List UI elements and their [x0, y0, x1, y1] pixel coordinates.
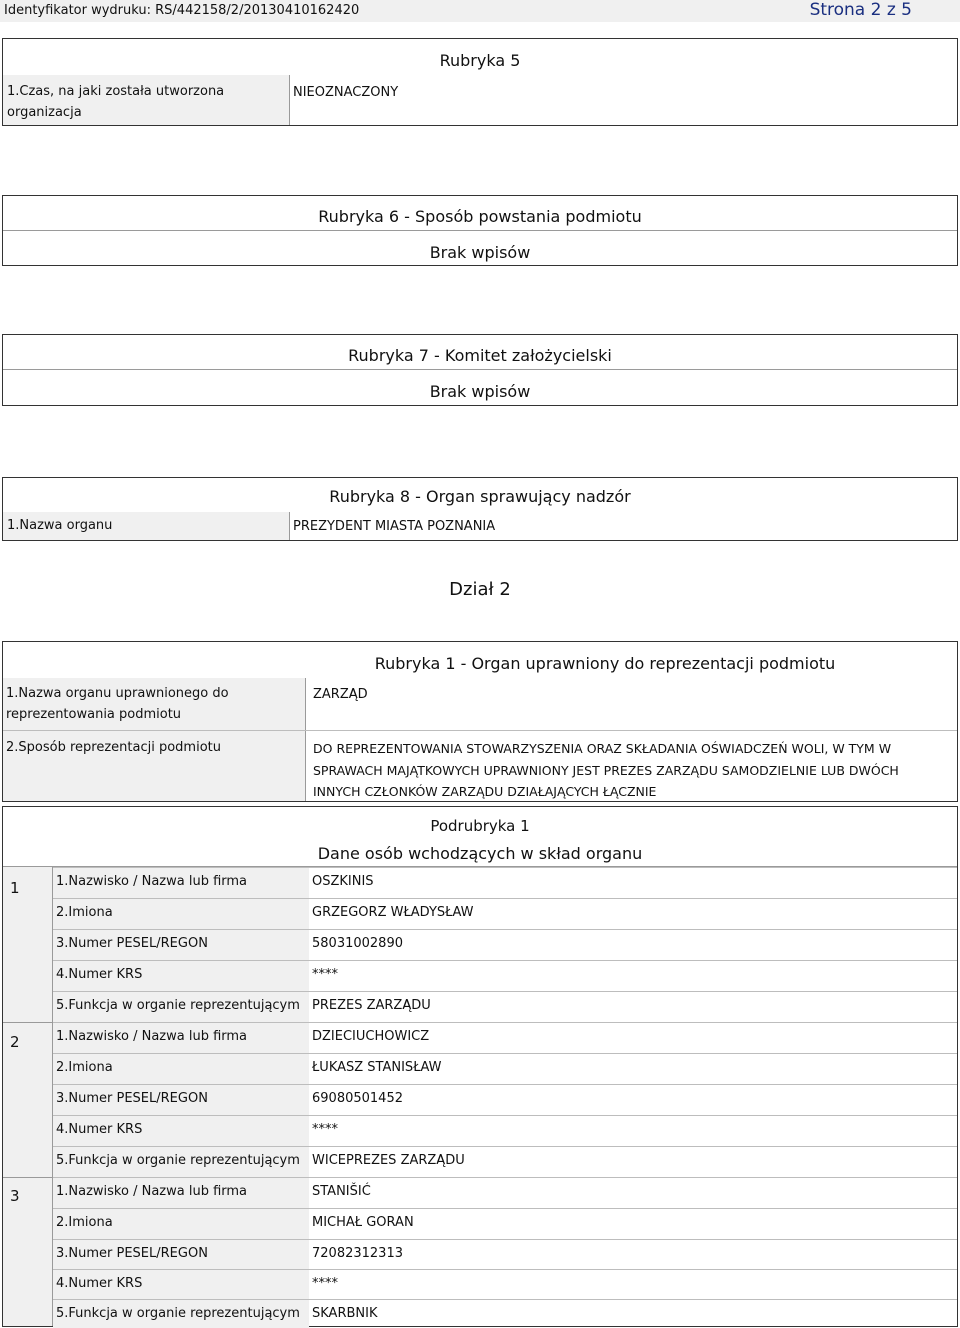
rubryka-5-box	[2, 38, 958, 126]
field-label-name: 1.Nazwisko / Nazwa lub firma	[56, 1029, 248, 1044]
podrubryka-subtitle: Dane osób wchodzących w skład organu	[317, 844, 643, 863]
person-field-row	[53, 1239, 957, 1270]
rubryka-1-label1: 1.Nazwa organu uprawnionego do reprezentowania podmiotu	[6, 686, 229, 722]
rubryka-7-box	[2, 334, 958, 406]
rubryka-8-label: 1.Nazwa organu	[7, 518, 113, 533]
person-field-row	[53, 1053, 957, 1084]
rubryka-5-label: 1.Czas, na jaki została utworzona organizacja	[7, 84, 225, 120]
field-label-krs: 4.Numer KRS	[56, 1276, 143, 1291]
person-field-row	[53, 1146, 957, 1177]
person-krs: ****	[312, 1276, 338, 1291]
person-name: DZIECIUCHOWICZ	[312, 1029, 430, 1044]
field-label-krs: 4.Numer KRS	[56, 967, 143, 982]
field-label-pesel: 3.Numer PESEL/REGON	[56, 936, 208, 951]
field-label-given: 2.Imiona	[56, 905, 113, 920]
person-pesel: 69080501452	[312, 1091, 403, 1106]
podrubryka-title: Podrubryka 1	[430, 817, 530, 835]
field-label-pesel: 3.Numer PESEL/REGON	[56, 1246, 208, 1261]
person-number: 3	[10, 1187, 20, 1205]
rubryka-6-box	[2, 195, 958, 266]
rubryka-5-title: Rubryka 5	[439, 51, 521, 70]
person-krs: ****	[312, 967, 338, 982]
rubryka-8-box	[2, 477, 958, 541]
person-role: PREZES ZARZĄDU	[312, 998, 431, 1013]
person-pesel: 58031002890	[312, 936, 403, 951]
person-field-row	[53, 991, 957, 1022]
rubryka-7-divider	[3, 369, 957, 370]
rubryka-8-value: PREZYDENT MIASTA POZNANIA	[293, 519, 496, 534]
rubryka-1-box	[2, 641, 958, 802]
rubryka-5-value: NIEOZNACZONY	[293, 85, 399, 100]
field-label-name: 1.Nazwisko / Nazwa lub firma	[56, 874, 248, 889]
field-label-name: 1.Nazwisko / Nazwa lub firma	[56, 1184, 248, 1199]
person-field-row	[53, 1299, 957, 1328]
person-role: SKARBNIK	[312, 1306, 378, 1321]
person-field-row	[53, 1022, 957, 1053]
rubryka-6-divider	[3, 230, 957, 231]
rubryka-1-title: Rubryka 1 - Organ uprawniony do reprezentacji podmiotu	[374, 654, 836, 673]
person-field-row	[53, 929, 957, 960]
rubryka-1-label1-cell	[3, 678, 306, 730]
rubryka-8-label-cell	[3, 512, 290, 540]
person-name: OSZKINIS	[312, 874, 374, 889]
person-field-row	[53, 1115, 957, 1146]
dzial-title: Dział 2	[449, 579, 511, 600]
field-label-given: 2.Imiona	[56, 1215, 113, 1230]
rubryka-1-label2: 2.Sposób reprezentacji podmiotu	[6, 740, 221, 755]
print-header-bar	[0, 0, 960, 22]
rubryka-7-title: Rubryka 7 - Komitet założycielski	[348, 346, 612, 365]
person-field-row	[53, 960, 957, 991]
field-label-role: 5.Funkcja w organie reprezentującym	[56, 998, 300, 1013]
field-label-krs: 4.Numer KRS	[56, 1122, 143, 1137]
person-number-column	[3, 867, 53, 1326]
person-role: WICEPREZES ZARZĄDU	[312, 1153, 465, 1168]
person-given: MICHAŁ GORAN	[312, 1215, 414, 1230]
person-field-row	[53, 1269, 957, 1300]
person-field-row	[53, 867, 957, 898]
rubryka-5-label-cell	[3, 75, 290, 125]
rubryka-8-title: Rubryka 8 - Organ sprawujący nadzór	[329, 487, 631, 506]
rubryka-1-value2: DO REPREZENTOWANIA STOWARZYSZENIA ORAZ SKŁADANIA OŚWIADCZEŃ WOLI, W TYM W SPRAWACH MAJĄTKOWYCH UPRAWNIONY JEST PREZES ZARZĄDU SAMODZIELNIE LUB DWÓCH INNYCH CZŁONKÓW ZARZĄDU DZIAŁAJĄCYCH ŁĄCZNIE	[313, 741, 899, 799]
page-number: Strona 2 z 5	[809, 0, 912, 20]
person-pesel: 72082312313	[312, 1246, 403, 1261]
rubryka-6-value: Brak wpisów	[429, 243, 531, 262]
person-field-row	[53, 1208, 957, 1239]
person-field-row	[53, 1084, 957, 1115]
field-label-role: 5.Funkcja w organie reprezentującym	[56, 1153, 300, 1168]
person-krs: ****	[312, 1122, 338, 1137]
rubryka-6-title: Rubryka 6 - Sposób powstania podmiotu	[318, 207, 642, 226]
print-id: Identyfikator wydruku: RS/442158/2/20130410162420	[4, 3, 360, 18]
person-field-row	[53, 898, 957, 929]
rubryka-1-value1: ZARZĄD	[313, 687, 368, 702]
field-label-given: 2.Imiona	[56, 1060, 113, 1075]
field-label-pesel: 3.Numer PESEL/REGON	[56, 1091, 208, 1106]
person-given: GRZEGORZ WŁADYSŁAW	[312, 905, 474, 920]
person-number: 1	[10, 879, 20, 897]
person-given: ŁUKASZ STANISŁAW	[312, 1060, 442, 1075]
rubryka-7-value: Brak wpisów	[429, 382, 531, 401]
person-field-row	[53, 1177, 957, 1208]
field-label-role: 5.Funkcja w organie reprezentującym	[56, 1306, 300, 1321]
podrubryka-box	[2, 806, 958, 1327]
person-name: STANIŠIĆ	[312, 1184, 371, 1199]
rubryka-1-label2-cell	[3, 731, 306, 801]
person-number: 2	[10, 1033, 20, 1051]
